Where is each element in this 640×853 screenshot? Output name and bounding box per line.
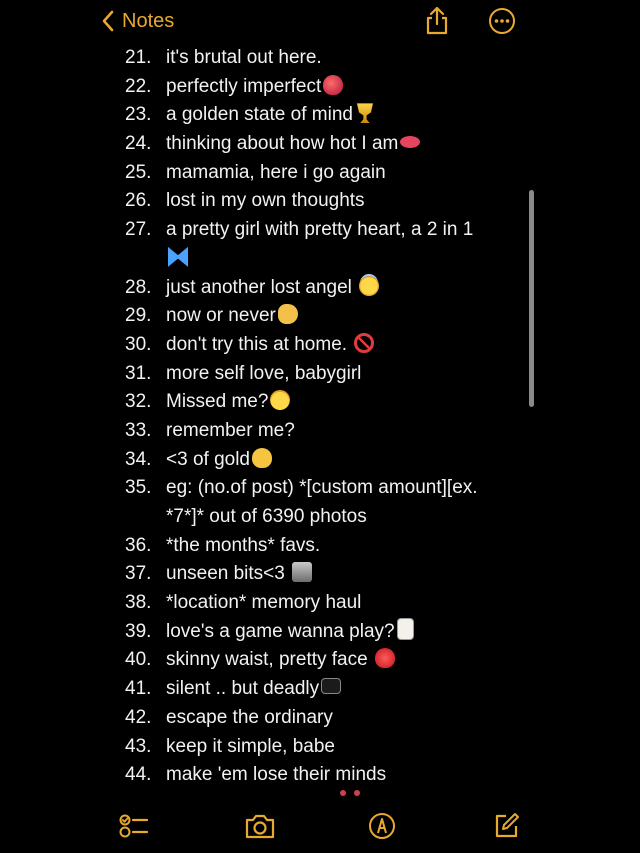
compose-icon bbox=[491, 811, 521, 841]
item-number: 27. bbox=[125, 219, 152, 241]
item-number: 29. bbox=[125, 305, 152, 327]
partial-emoji-peek bbox=[340, 790, 370, 796]
note-list[interactable] bbox=[0, 44, 640, 790]
item-text: *the months* favs. bbox=[166, 534, 321, 556]
list-item[interactable] bbox=[0, 560, 640, 589]
item-number: 34. bbox=[125, 448, 152, 470]
item-number: 33. bbox=[125, 419, 152, 441]
list-item[interactable] bbox=[0, 675, 640, 704]
list-item[interactable] bbox=[0, 302, 640, 331]
item-text: eg: (no.of post) *[custom amount][ex. *7*]* out of 6390 photos bbox=[166, 477, 478, 528]
item-number: 39. bbox=[125, 620, 152, 642]
item-number: 40. bbox=[125, 649, 152, 671]
camera-button[interactable] bbox=[242, 808, 278, 844]
list-item[interactable] bbox=[0, 44, 640, 73]
item-number: 21. bbox=[125, 47, 152, 68]
navigation-bar bbox=[0, 0, 640, 42]
list-item[interactable] bbox=[0, 446, 640, 475]
list-item[interactable] bbox=[0, 130, 640, 159]
item-text: it's brutal out here. bbox=[166, 47, 322, 68]
item-number: 38. bbox=[125, 592, 152, 614]
item-number: 22. bbox=[125, 75, 152, 97]
list-item[interactable] bbox=[0, 159, 640, 188]
trophy-icon bbox=[355, 103, 375, 123]
item-text: unseen bits<3 bbox=[166, 560, 516, 589]
markup-button[interactable] bbox=[364, 808, 400, 844]
item-number: 44. bbox=[125, 764, 152, 786]
list-item[interactable] bbox=[0, 646, 640, 675]
item-number: 35. bbox=[125, 477, 152, 499]
list-item[interactable] bbox=[0, 589, 640, 618]
item-text: thinking about how hot I am bbox=[166, 130, 516, 159]
item-number: 42. bbox=[125, 706, 152, 728]
item-text: escape the ordinary bbox=[166, 706, 333, 728]
camera-icon bbox=[243, 812, 277, 840]
list-item[interactable] bbox=[0, 532, 640, 561]
list-item[interactable] bbox=[0, 618, 640, 647]
list-item[interactable] bbox=[0, 187, 640, 216]
item-number: 24. bbox=[125, 133, 152, 155]
item-text: silent .. but deadly bbox=[166, 675, 516, 704]
item-text: a golden state of mind bbox=[166, 101, 516, 130]
mending-heart-icon bbox=[375, 648, 395, 668]
playing-card-icon bbox=[397, 618, 414, 640]
item-text: mamamia, here i go again bbox=[166, 161, 386, 183]
butterfly-icon bbox=[168, 247, 188, 267]
list-item[interactable] bbox=[0, 474, 640, 531]
item-text: Missed me? bbox=[166, 388, 516, 417]
item-text: skinny waist, pretty face bbox=[166, 646, 516, 675]
item-text: love's a game wanna play? bbox=[166, 618, 516, 647]
list-item[interactable] bbox=[0, 733, 640, 762]
compose-button[interactable] bbox=[488, 808, 524, 844]
yellow-heart-icon bbox=[252, 448, 272, 468]
list-item[interactable] bbox=[0, 417, 640, 446]
item-text: a pretty girl with pretty heart, a 2 in 1 bbox=[166, 216, 516, 273]
list-item[interactable] bbox=[0, 360, 640, 389]
crying-face-icon bbox=[270, 390, 290, 410]
list-item[interactable] bbox=[0, 216, 640, 273]
item-number: 37. bbox=[125, 563, 152, 585]
item-number: 41. bbox=[125, 678, 152, 700]
angel-face-icon bbox=[359, 276, 379, 296]
list-item[interactable] bbox=[0, 704, 640, 733]
list-item[interactable] bbox=[0, 73, 640, 102]
markup-pen-icon bbox=[367, 811, 397, 841]
item-number: 26. bbox=[125, 190, 152, 212]
item-text: perfectly imperfect bbox=[166, 73, 516, 102]
pirate-flag-icon bbox=[321, 678, 341, 694]
checklist-icon bbox=[118, 811, 150, 841]
share-icon bbox=[424, 6, 450, 36]
item-number: 25. bbox=[125, 161, 152, 183]
item-number: 30. bbox=[125, 333, 152, 355]
item-text: make 'em lose their minds bbox=[166, 764, 387, 786]
item-number: 31. bbox=[125, 362, 152, 384]
anatomical-heart-icon bbox=[323, 75, 343, 95]
item-text: lost in my own thoughts bbox=[166, 190, 365, 212]
back-label: Notes bbox=[122, 9, 175, 32]
list-item[interactable] bbox=[0, 101, 640, 130]
share-button[interactable] bbox=[420, 4, 454, 38]
item-text: remember me? bbox=[166, 419, 295, 441]
chevron-left-icon bbox=[100, 9, 116, 33]
list-item[interactable] bbox=[0, 388, 640, 417]
item-number: 32. bbox=[125, 391, 152, 413]
item-text: now or never bbox=[166, 302, 516, 331]
list-item[interactable] bbox=[0, 274, 640, 303]
list-item[interactable] bbox=[0, 761, 640, 790]
more-icon bbox=[487, 6, 517, 36]
list-item[interactable] bbox=[0, 331, 640, 360]
item-number: 43. bbox=[125, 735, 152, 757]
bottom-toolbar bbox=[0, 798, 640, 853]
item-text: just another lost angel bbox=[166, 274, 516, 303]
film-projector-icon bbox=[292, 562, 312, 582]
vertical-scrollbar[interactable] bbox=[529, 190, 534, 407]
back-button[interactable] bbox=[100, 4, 174, 38]
item-text: keep it simple, babe bbox=[166, 735, 335, 757]
item-text: <3 of gold bbox=[166, 446, 516, 475]
item-number: 36. bbox=[125, 534, 152, 556]
no-entry-icon bbox=[354, 333, 374, 353]
item-number: 28. bbox=[125, 276, 152, 298]
checklist-button[interactable] bbox=[116, 808, 152, 844]
item-text: *location* memory haul bbox=[166, 592, 362, 614]
item-text: more self love, babygirl bbox=[166, 362, 362, 384]
clapping-hands-icon bbox=[278, 304, 298, 324]
lips-icon bbox=[400, 136, 420, 148]
item-number: 23. bbox=[125, 104, 152, 126]
item-text: don't try this at home. bbox=[166, 331, 516, 360]
more-button[interactable] bbox=[485, 4, 519, 38]
